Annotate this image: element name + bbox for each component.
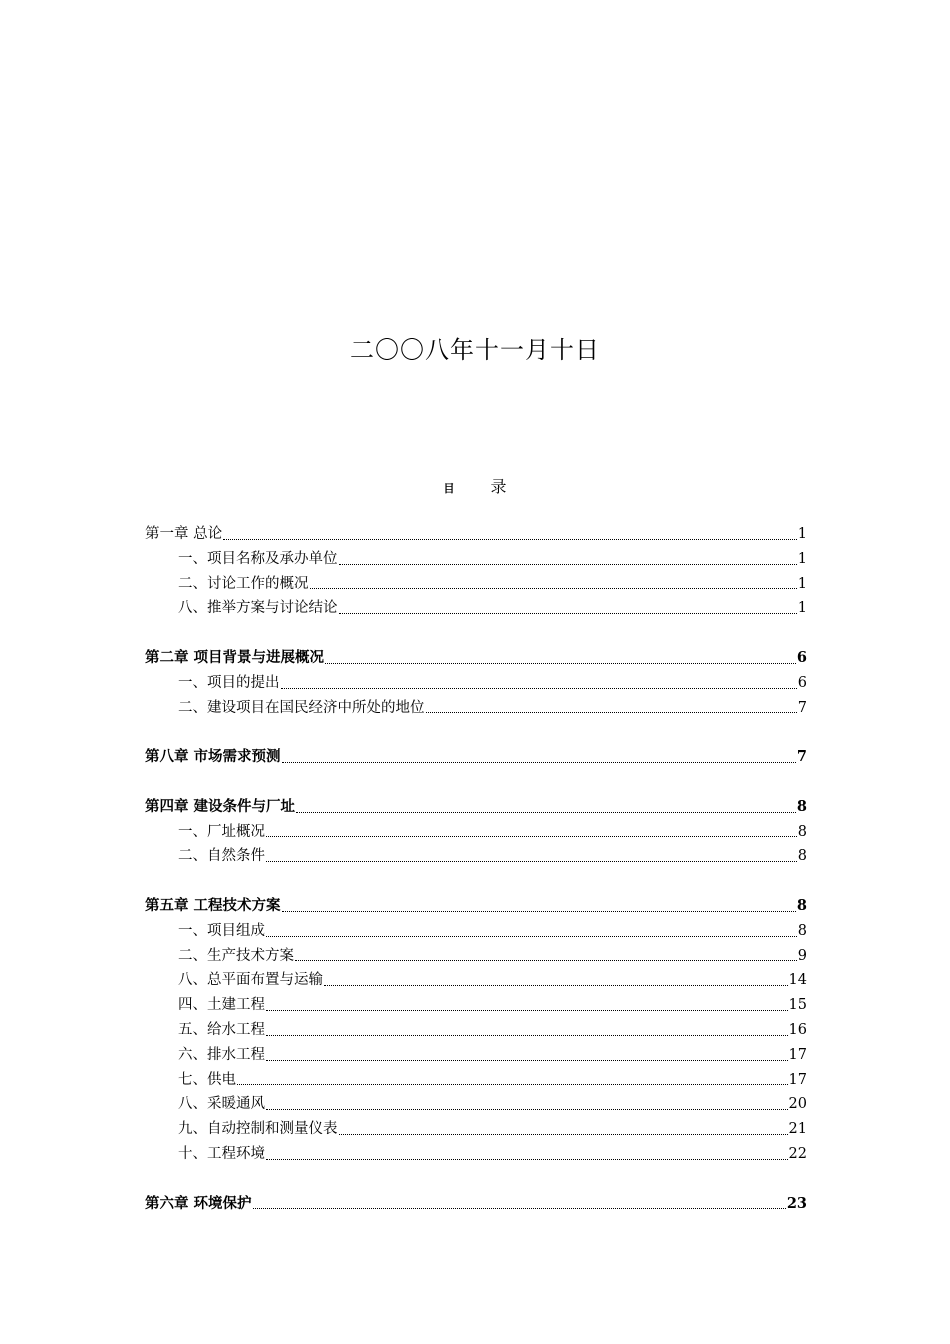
- toc-dot-leader: [266, 1158, 788, 1160]
- toc-chapter-entry[interactable]: [145, 795, 807, 820]
- toc-entry-page-number: 1: [797, 550, 807, 567]
- toc-entry-page-number: 1: [797, 526, 807, 542]
- toc-entry-page-number: 8: [797, 848, 807, 865]
- toc-section-entry[interactable]: [145, 1142, 807, 1167]
- toc-section-entry[interactable]: [145, 1018, 807, 1043]
- toc-dot-leader: [266, 1009, 788, 1011]
- toc-entry-label: 二、建设项目在国民经济中所处的地位: [178, 699, 425, 716]
- toc-entry-page-number: 22: [788, 1145, 807, 1162]
- toc-dot-leader: [339, 563, 797, 565]
- toc-title-part2: 录: [490, 477, 507, 496]
- toc-dot-leader: [296, 811, 796, 813]
- toc-entry-label: 第一章 总论: [145, 526, 223, 542]
- toc-entry-label: 八、总平面布置与运输: [178, 972, 323, 989]
- toc-entry-page-number: 23: [786, 1194, 807, 1212]
- toc-entry-page-number: 8: [797, 922, 807, 939]
- toc-entry-label: 七、供电: [178, 1071, 236, 1088]
- toc-entry-label: 四、土建工程: [178, 997, 265, 1014]
- toc-section-entry[interactable]: [145, 596, 807, 621]
- toc-chapter-entry[interactable]: [145, 522, 807, 547]
- toc-dot-leader: [339, 1133, 788, 1135]
- toc-entry-label: 二、讨论工作的概况: [178, 575, 309, 592]
- table-of-contents: [145, 522, 807, 1216]
- toc-entry-label: 五、给水工程: [178, 1021, 265, 1038]
- toc-entry-page-number: 20: [788, 1096, 807, 1113]
- toc-dot-leader: [237, 1083, 788, 1085]
- toc-entry-label: 六、排水工程: [178, 1046, 265, 1063]
- toc-entry-label: 九、自动控制和测量仪表: [178, 1121, 338, 1138]
- toc-section-entry[interactable]: [145, 1043, 807, 1068]
- toc-dot-leader: [223, 538, 797, 540]
- toc-chapter-entry[interactable]: [145, 745, 807, 770]
- toc-section-entry[interactable]: [145, 844, 807, 869]
- toc-dot-leader: [324, 984, 788, 986]
- toc-dot-leader: [266, 1059, 788, 1061]
- toc-dot-leader: [295, 959, 797, 961]
- toc-chapter-entry[interactable]: [145, 1192, 807, 1217]
- toc-dot-leader: [325, 662, 796, 664]
- toc-title: [0, 474, 950, 497]
- toc-entry-page-number: 8: [797, 823, 807, 840]
- toc-entry-page-number: 6: [796, 648, 807, 666]
- toc-entry-label: 一、项目的提出: [178, 674, 280, 691]
- toc-dot-leader: [266, 1034, 788, 1036]
- toc-section-entry[interactable]: [145, 696, 807, 721]
- toc-dot-leader: [266, 935, 797, 937]
- toc-dot-leader: [282, 761, 796, 763]
- toc-section-entry[interactable]: [145, 1092, 807, 1117]
- toc-section-entry[interactable]: [145, 993, 807, 1018]
- toc-dot-leader: [310, 587, 797, 589]
- toc-section-entry[interactable]: [145, 1068, 807, 1093]
- toc-entry-label: 十、工程环境: [178, 1145, 265, 1162]
- toc-dot-leader: [282, 910, 796, 912]
- toc-entry-page-number: 17: [788, 1071, 807, 1088]
- toc-dot-leader: [339, 612, 797, 614]
- toc-dot-leader: [266, 860, 797, 862]
- toc-entry-label: 第六章 环境保护: [145, 1194, 252, 1212]
- toc-section-entry[interactable]: [145, 944, 807, 969]
- toc-entry-label: 第八章 市场需求预测: [145, 748, 281, 766]
- toc-entry-page-number: 8: [796, 797, 807, 815]
- toc-dot-leader: [281, 687, 797, 689]
- toc-section-entry[interactable]: [145, 820, 807, 845]
- toc-entry-label: 一、项目名称及承办单位: [178, 550, 338, 567]
- toc-entry-page-number: 16: [788, 1021, 807, 1038]
- toc-entry-page-number: 1: [797, 575, 807, 592]
- toc-entry-label: 二、自然条件: [178, 848, 265, 865]
- toc-entry-label: 八、推举方案与讨论结论: [178, 600, 338, 617]
- toc-entry-label: 一、厂址概况: [178, 823, 265, 840]
- toc-entry-label: 一、项目组成: [178, 922, 265, 939]
- toc-entry-label: 第五章 工程技术方案: [145, 896, 281, 914]
- toc-entry-label: 二、生产技术方案: [178, 947, 294, 964]
- toc-entry-page-number: 14: [788, 972, 807, 989]
- toc-dot-leader: [266, 1108, 788, 1110]
- toc-section-entry[interactable]: [145, 547, 807, 572]
- toc-chapter-entry[interactable]: [145, 894, 807, 919]
- toc-section-entry[interactable]: [145, 671, 807, 696]
- toc-entry-page-number: 6: [797, 674, 807, 691]
- toc-entry-page-number: 9: [797, 947, 807, 964]
- toc-entry-label: 八、采暖通风: [178, 1096, 265, 1113]
- toc-dot-leader: [266, 835, 797, 837]
- report-date: 二〇〇八年十一月十日: [350, 336, 600, 364]
- toc-section-entry[interactable]: [145, 1117, 807, 1142]
- toc-entry-page-number: 15: [788, 997, 807, 1014]
- toc-entry-page-number: 21: [788, 1121, 807, 1138]
- toc-entry-page-number: 7: [797, 699, 807, 716]
- toc-section-entry[interactable]: [145, 968, 807, 993]
- toc-section-entry[interactable]: [145, 919, 807, 944]
- toc-section-entry[interactable]: [145, 572, 807, 597]
- toc-entry-page-number: 7: [796, 748, 807, 766]
- toc-entry-label: 第二章 项目背景与进展概况: [145, 648, 325, 666]
- toc-entry-page-number: 17: [788, 1046, 807, 1063]
- toc-dot-leader: [426, 711, 797, 713]
- toc-entry-label: 第四章 建设条件与厂址: [145, 797, 296, 815]
- toc-entry-page-number: 1: [797, 600, 807, 617]
- toc-chapter-entry[interactable]: [145, 646, 807, 671]
- toc-entry-page-number: 8: [796, 896, 807, 914]
- toc-title-part1: 目: [443, 482, 455, 495]
- toc-dot-leader: [253, 1207, 786, 1209]
